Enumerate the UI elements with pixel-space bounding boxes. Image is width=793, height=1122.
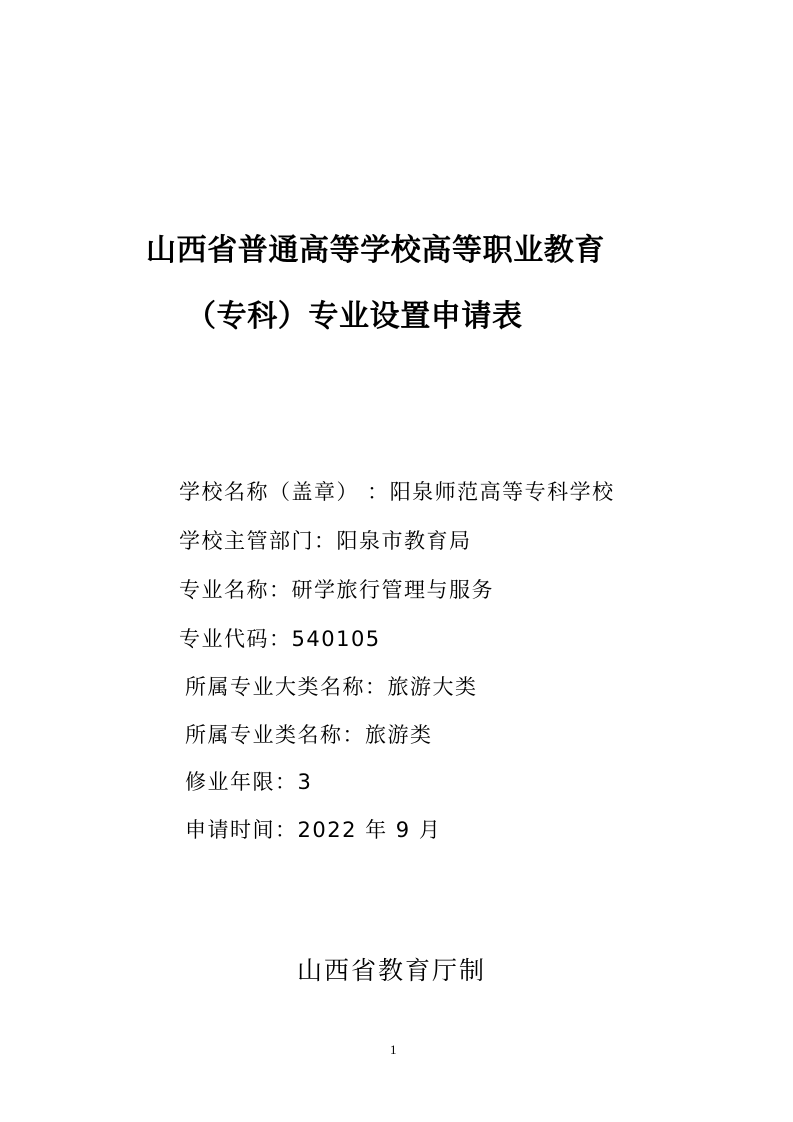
field-value: 2022 年 9 月 xyxy=(297,818,442,842)
field-separator: ： xyxy=(275,770,298,794)
field-major-name xyxy=(179,580,494,601)
field-label: 申请时间 xyxy=(185,818,275,842)
field-separator: ： xyxy=(269,578,292,602)
field-school-name xyxy=(179,482,615,503)
field-separator: ： xyxy=(365,675,388,699)
field-value: 旅游大类 xyxy=(387,675,478,699)
field-label: 专业代码 xyxy=(179,627,269,651)
field-duration xyxy=(185,772,312,793)
field-major-code xyxy=(179,629,381,650)
field-value: 3 xyxy=(297,770,313,794)
title-line-2: （专科）专业设置申请表 xyxy=(186,299,523,334)
field-big-class xyxy=(185,677,478,698)
field-value: 阳泉市教育局 xyxy=(336,529,472,553)
field-separator: ： xyxy=(269,627,292,651)
field-separator: ： xyxy=(342,723,365,747)
field-class xyxy=(185,725,433,746)
field-label: 所属专业类名称 xyxy=(185,723,343,747)
field-separator: ： xyxy=(314,529,337,553)
field-value: 旅游类 xyxy=(365,723,433,747)
field-label: 学校主管部门 xyxy=(179,529,314,553)
field-apply-date xyxy=(185,820,441,841)
title-line-1: 山西省普通高等学校高等职业教育 xyxy=(146,233,605,268)
page-number: 1 xyxy=(390,1042,397,1057)
field-label: 所属专业大类名称 xyxy=(185,675,365,699)
field-label: 学校名称（盖章） xyxy=(179,480,359,504)
field-authority xyxy=(179,531,472,552)
field-separator: ： xyxy=(275,818,298,842)
issuer: 山西省教育厅制 xyxy=(297,956,487,985)
field-value: 阳泉师范高等专科学校 xyxy=(389,480,615,504)
field-label: 修业年限 xyxy=(185,770,275,794)
field-separator: ： xyxy=(359,480,390,504)
field-value: 540105 xyxy=(291,627,381,651)
field-value: 研学旅行管理与服务 xyxy=(291,578,494,602)
field-label: 专业名称 xyxy=(179,578,269,602)
